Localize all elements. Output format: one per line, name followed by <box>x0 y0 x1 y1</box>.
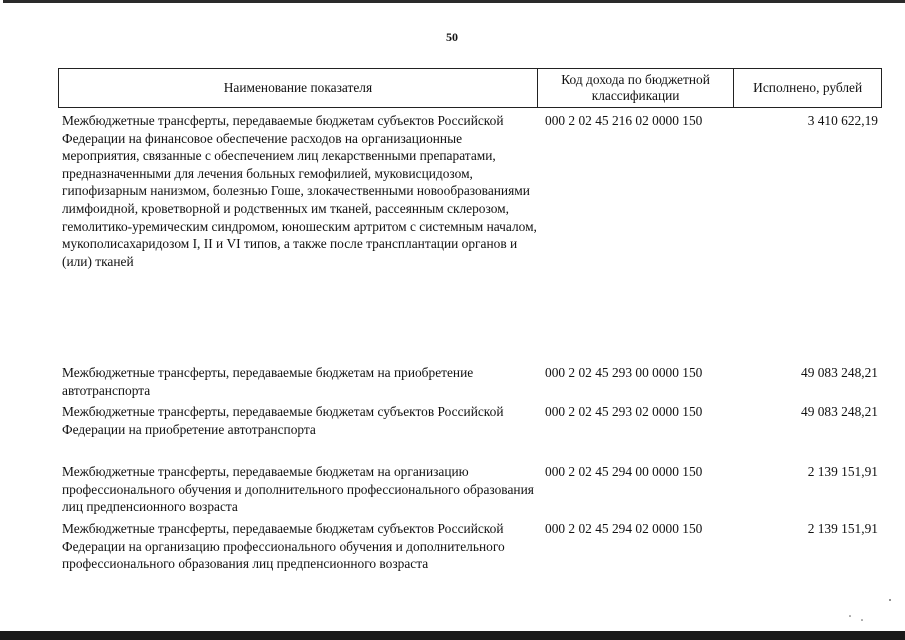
row-executed-amount: 49 083 248,21 <box>801 404 878 419</box>
row-executed-amount: 3 410 622,19 <box>807 113 878 128</box>
row-indicator-name: Межбюджетные трансферты, передаваемые бюджетам субъектов Российской Федерации на приобретение автотранспорта <box>62 404 504 437</box>
page-number: 50 <box>446 30 458 44</box>
bottom-border-rule <box>0 631 905 640</box>
row-executed-amount: 2 139 151,91 <box>807 521 878 536</box>
table-header-row <box>58 68 882 108</box>
row-executed-amount: 49 083 248,21 <box>801 365 878 380</box>
header-income-code: Код дохода по бюджетной классификации <box>538 69 735 107</box>
row-income-code: 000 2 02 45 293 00 0000 150 <box>545 365 703 380</box>
row-income-code: 000 2 02 45 216 02 0000 150 <box>545 113 703 128</box>
row-indicator-name: Межбюджетные трансферты, передаваемые бюджетам субъектов Российской Федерации на организацию профессионального обучения и дополнительного профессионального образования лиц предпенсионного возраста <box>62 521 505 572</box>
header-indicator-name: Наименование показателя <box>59 69 538 107</box>
budget-table <box>58 68 882 572</box>
row-indicator-name: Межбюджетные трансферты, передаваемые бюджетам на приобретение автотранспорта <box>62 365 474 398</box>
row-income-code: 000 2 02 45 293 02 0000 150 <box>545 404 703 419</box>
scan-specks <box>846 598 896 622</box>
row-income-code: 000 2 02 45 294 02 0000 150 <box>545 521 703 536</box>
row-indicator-name: Межбюджетные трансферты, передаваемые бюджетам на организацию профессионального обучения и дополнительного профессионального образования лиц предпенсионного возраста <box>62 464 534 515</box>
row-executed-amount: 2 139 151,91 <box>807 464 878 479</box>
row-indicator-name: Межбюджетные трансферты, передаваемые бюджетам субъектов Российской Федерации на финансовое обеспечение расходов на организационные мероприятия, связанные с обеспечением лиц лекарственными препаратами, предназначенными для лечения больных гемофилией, муковисцидозом, гипофизарным нанизмом, болезнью Гоше, злокачественными новообразованиями лимфоидной, кроветворной и родственных им тканей, рассеянным склерозом, гемолитико-уремическим синдромом, юношеским артритом с системным началом, мукополисахаридозом I, II и VI типов, а также после трансплантации органов и (или) тканей <box>62 113 537 269</box>
header-executed-amount: Исполнено, рублей <box>753 80 863 95</box>
top-border-rule <box>3 0 905 3</box>
row-income-code: 000 2 02 45 294 00 0000 150 <box>545 464 703 479</box>
